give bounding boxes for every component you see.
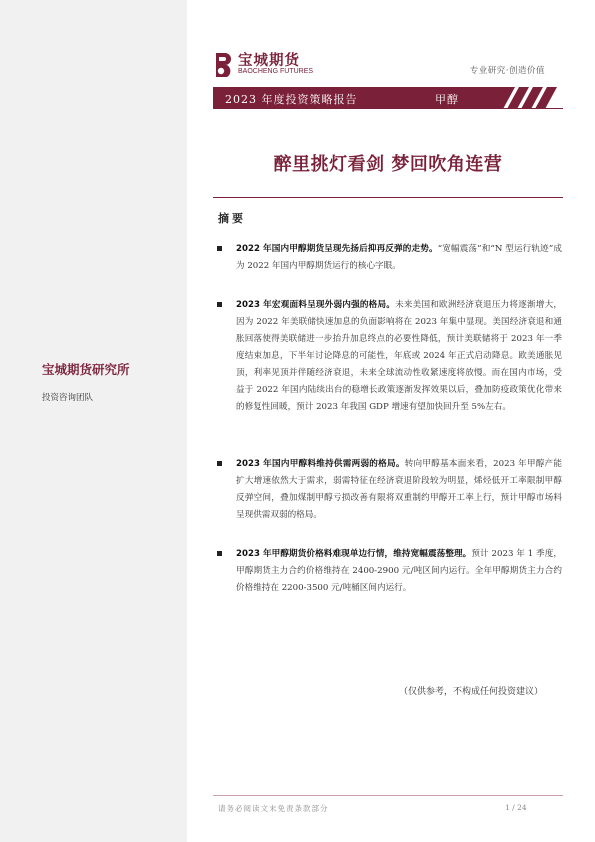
bullet-detail: 转向甲醇基本面来看，2023 年甲醇产能扩大增速依然大于需求，弱需特征在经济衰退阶段较为明显，烯烃低开工率限制甲醇反弹空间，叠加煤制甲醇亏损改善有限将双重制约甲醇开工率上行，预计甲醇市场料呈现供需双弱的格局。 [236,459,562,520]
bullet-square-icon [217,551,222,556]
disclaimer-note: （仅供参考，不构成任何投资建议） [398,687,543,697]
page-number: 1 / 24 [505,803,527,812]
footer-disclaimer-notice: 请务必阅读文末免责条款部分 [218,804,329,813]
page-title: 醉里挑灯看剑 梦回吹角连营 [273,154,503,175]
bullet-detail: 未来美国和欧洲经济衰退压力将逐渐增大，因为 2022 年美联储快速加息的负面影响将在 2023 年集中显现。美国经济衰退和通胀回落使得美联储进一步抬升加息终点的必要性降低，预计美联储将于 2023 年一季度结束加息，下半年讨论降息的可能性，年底或 2024 年正式启动降息。欧美通胀见顶，利率见顶并伴随经济衰退，未来全球流动性收紧速度将放慢。而在国内市场，受益于 2022 年国内陆续出台的稳增长政策逐渐发挥效果以后，叠加防疫政策优化带来的修复性回暖，预计 2023 年我国 GDP 增速有望加快回升至 5%左右。 [236,300,562,412]
title-divider [213,197,563,198]
sidebar [0,0,187,842]
bullet-detail: 预计 2023 年 1 季度，甲醇期货主力合约价格维持在 2400-2900 元/吨区间内运行。全年甲醇期货主力合约价格维持在 2200-3500 元/吨桶区间内运行。 [236,549,562,593]
company-slogan: 专业研究·创造价值 [469,66,545,76]
summary-bullet-1 [217,241,562,275]
bullet-square-icon [217,461,222,466]
summary-bullet-4 [217,546,562,597]
bullet-text [236,241,562,275]
summary-bullet-2 [217,297,562,416]
bullet-detail: “宽幅震荡”和“N 型运行轨迹”成为 2022 年国内甲醇期货运行的核心字眼。 [236,244,562,271]
bullet-heading: 2023 年国内甲醇料维持供需两弱的格局。 [236,459,405,469]
sidebar-institute-name: 宝城期货研究所 [42,362,130,377]
abstract-heading: 摘要 [218,212,246,225]
bullet-heading: 2023 年甲醇期货价格料难现单边行情，维持宽幅震荡整理。 [236,549,472,559]
footer-divider [213,795,563,796]
bullet-square-icon [217,302,222,307]
report-banner [213,87,563,109]
logo-chinese-name: 宝城期货 [238,52,300,69]
bullet-square-icon [217,246,222,251]
report-type-label: 2023 年度投资策略报告 [225,93,358,106]
bullet-heading: 2022 年国内甲醇期货呈现先扬后抑再反弹的走势。 [236,244,438,254]
product-label: 甲醇 [435,93,459,106]
summary-bullet-3 [217,456,562,524]
bullet-text [236,456,562,524]
bullet-text [236,297,562,416]
logo-english-name: BAOCHENG FUTURES [238,68,314,75]
sidebar-team-name: 投资咨询团队 [42,393,94,403]
bullet-heading: 2023 年宏观面料呈现外弱内强的格局。 [236,300,396,310]
bullet-text [236,546,562,597]
logo-mark-icon [212,51,234,79]
company-logo [212,47,322,83]
